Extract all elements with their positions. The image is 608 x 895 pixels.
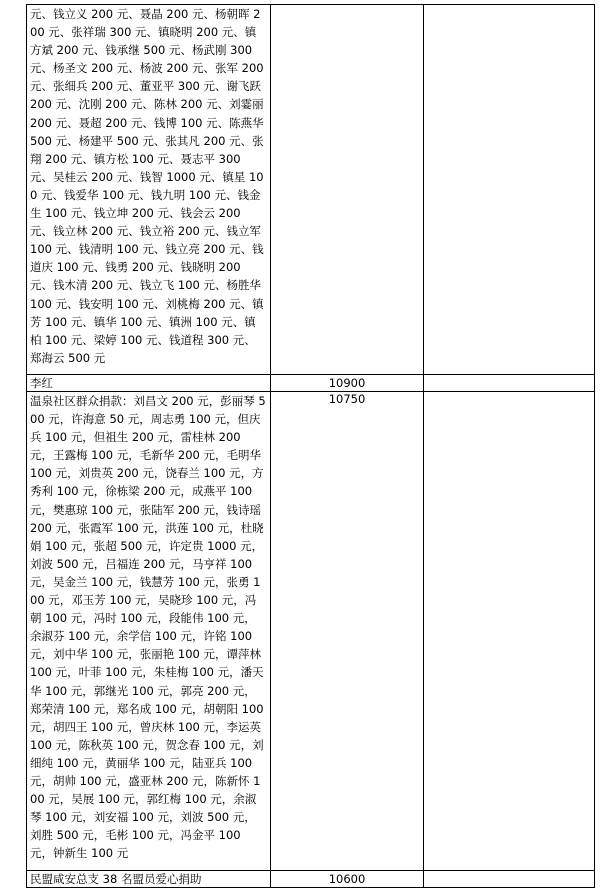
donation-table [26, 4, 595, 888]
note-cell [424, 871, 595, 888]
amount-cell: 10600 [271, 871, 424, 888]
donor-name-cell: 李红 [27, 375, 271, 392]
table-row [27, 392, 595, 871]
donor-list-cell: 温泉社区群众捐款：刘昌文 200 元，彭丽琴 500 元，许海意 50 元，周志勇 100 元，但庆兵 100 元，但祖生 200 元，雷桂林 200 元，王露梅 100 元，毛新华 200 元，毛明华 100 元，刘贵英 200 元，饶春兰 100 元，方秀利 100 元，徐栋梁 200 元，成燕平 100 元，樊惠琼 100 元，张陆军 200 元，钱诗瑶 200 元，张霞军 100 元，洪莲 100 元，杜晓娟 100 元，张超 500 元，许定贵 1000 元，刘波 500 元，吕福连 200 元，马亨祥 100 元，吴金兰 100 元，钱慧芳 100 元，张勇 100 元，邓玉芳 100 元，吴晓珍 100 元，冯朝 100 元，冯时 100 元，段能伟 100 元，余淑芬 100 元，余学信 100 元，许铭 100 元，刘中华 100 元，张丽艳 100 元，谭萍林 100 元，叶菲 100 元，朱桂梅 100 元，潘天华 100 元，郭继光 100 元，郭亮 200 元，郑荣清 100 元，郑名成 100 元，胡朝阳 100 元，胡四王 100 元，曾庆林 100 元，李运英 100 元，陈秋英 100 元，贺念春 100 元，刘细纯 100 元，黄丽华 100 元，陆亚兵 100 元，胡帅 100 元，盛亚林 200 元，陈新怀 100 元，吴展 100 元，郭红梅 100 元，余淑琴 100 元，刘安福 100 元，刘波 500 元，刘胜 500 元，毛彬 100 元，冯金平 100 元，钟新生 100 元 [27, 392, 271, 871]
donor-name-cell: 民盟咸安总支 38 名盟员爱心捐助 [27, 871, 271, 888]
note-cell [424, 392, 595, 871]
note-cell [424, 5, 595, 375]
table-row [27, 375, 595, 392]
amount-cell: 10900 [271, 375, 424, 392]
amount-cell [271, 5, 424, 375]
note-cell [424, 375, 595, 392]
donor-list-cell: 元、钱立义 200 元、聂晶 200 元、杨朝晖 200 元、张祥瑞 300 元、镇晓明 200 元、镇方斌 200 元、钱承继 500 元、杨武刚 300 元、杨圣文 200 元、杨波 200 元、张军 200 元、张细兵 200 元、董亚平 300 元、谢飞跃 200 元、沈刚 200 元、陈林 200 元、刘霎丽 200 元、聂超 200 元、钱博 100 元、陈燕华 500 元、杨建平 500 元、张其凡 200 元、张翔 200 元、镇方松 100 元、聂志平 300 元、吴桂云 200 元、钱智 1000 元、镇星 100 元、钱爱华 100 元、钱九明 100 元、钱金生 100 元、钱立坤 200 元、钱会云 200 元、钱立林 200 元、钱立裕 200 元、钱立军 100 元、钱清明 100 元、钱立亮 200 元、钱道庆 100 元、钱勇 200 元、钱晓明 200 元、钱木清 200 元、钱立飞 100 元、杨胜华 100 元、钱安明 100 元、刘桃梅 200 元、镇芳 100 元、镇华 100 元、镇洲 100 元、镇柏 100 元、梁婷 100 元、钱道程 300 元、郑海云 500 元 [27, 5, 271, 375]
amount-cell: 10750 [271, 392, 424, 871]
table-row [27, 5, 595, 375]
table-row [27, 871, 595, 888]
